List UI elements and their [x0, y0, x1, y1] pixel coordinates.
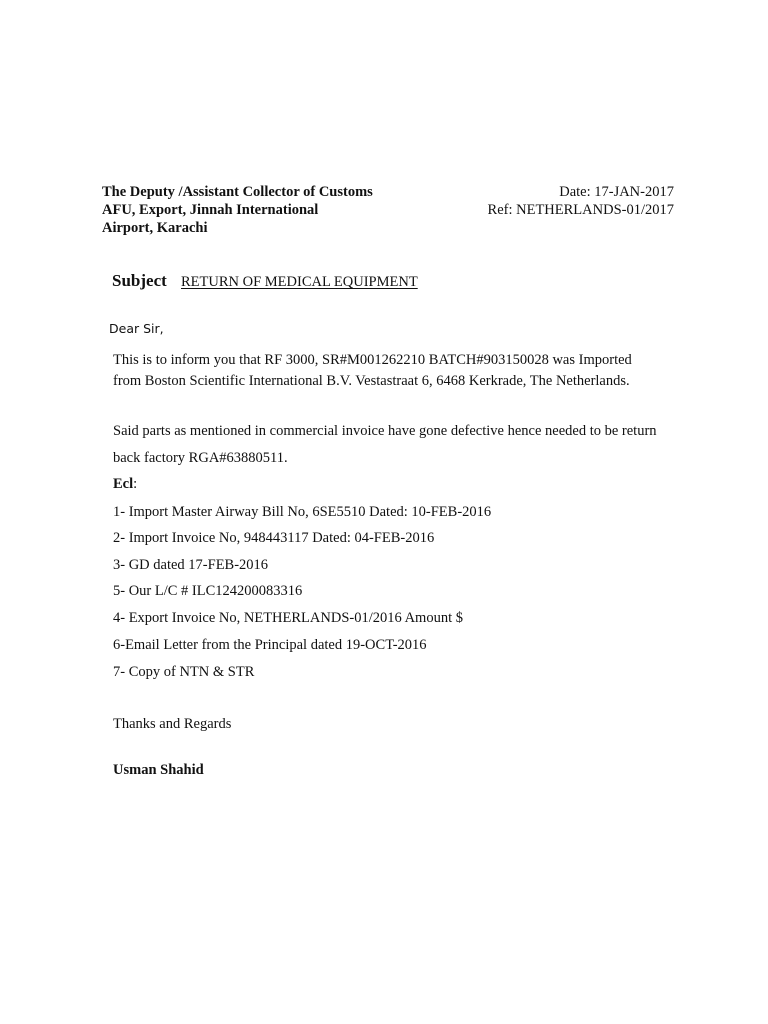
paragraph-2-line-1: Said parts as mentioned in commercial invoice have gone defective hence needed to be return — [113, 423, 657, 439]
enclosure-item: 6-Email Letter from the Principal dated 19-OCT-2016 — [113, 637, 427, 653]
enclosures-label-text: Ecl — [113, 476, 134, 492]
letter-reference: Ref: NETHERLANDS-01/2017 — [487, 202, 674, 218]
enclosure-item: 3- GD dated 17-FEB-2016 — [113, 557, 269, 573]
enclosure-item: 2- Import Invoice No, 948443117 Dated: 04-FEB-2016 — [113, 530, 435, 546]
enclosures-label-colon: : — [133, 476, 138, 492]
paragraph-1-line-2: from Boston Scientific International B.V. Vestastraat 6, 6468 Kerkrade, The Netherlands. — [113, 373, 630, 389]
enclosure-item: 7- Copy of NTN & STR — [113, 664, 255, 680]
recipient-line-2: AFU, Export, Jinnah International — [102, 202, 319, 218]
subject-label: Subject — [112, 271, 167, 290]
closing-line: Thanks and Regards — [113, 716, 232, 732]
salutation: Dear Sir, — [109, 321, 164, 336]
letter-date: Date: 17-JAN-2017 — [559, 184, 674, 200]
paragraph-2-line-2: back factory RGA#63880511. — [113, 450, 288, 466]
enclosure-item: 1- Import Master Airway Bill No, 6SE5510 Dated: 10-FEB-2016 — [113, 504, 492, 520]
subject-text: RETURN OF MEDICAL EQUIPMENT — [181, 274, 418, 290]
recipient-line-1: The Deputy /Assistant Collector of Customs — [102, 184, 373, 200]
signer-name: Usman Shahid — [113, 762, 204, 778]
enclosure-item: 5- Our L/C # ILC124200083316 — [113, 583, 303, 599]
enclosure-item: 4- Export Invoice No, NETHERLANDS-01/2016 Amount $ — [113, 610, 463, 626]
paragraph-1-line-1: This is to inform you that RF 3000, SR#M001262210 BATCH#903150028 was Imported — [113, 352, 632, 368]
enclosures-label — [113, 476, 137, 493]
recipient-line-3: Airport, Karachi — [102, 220, 208, 236]
